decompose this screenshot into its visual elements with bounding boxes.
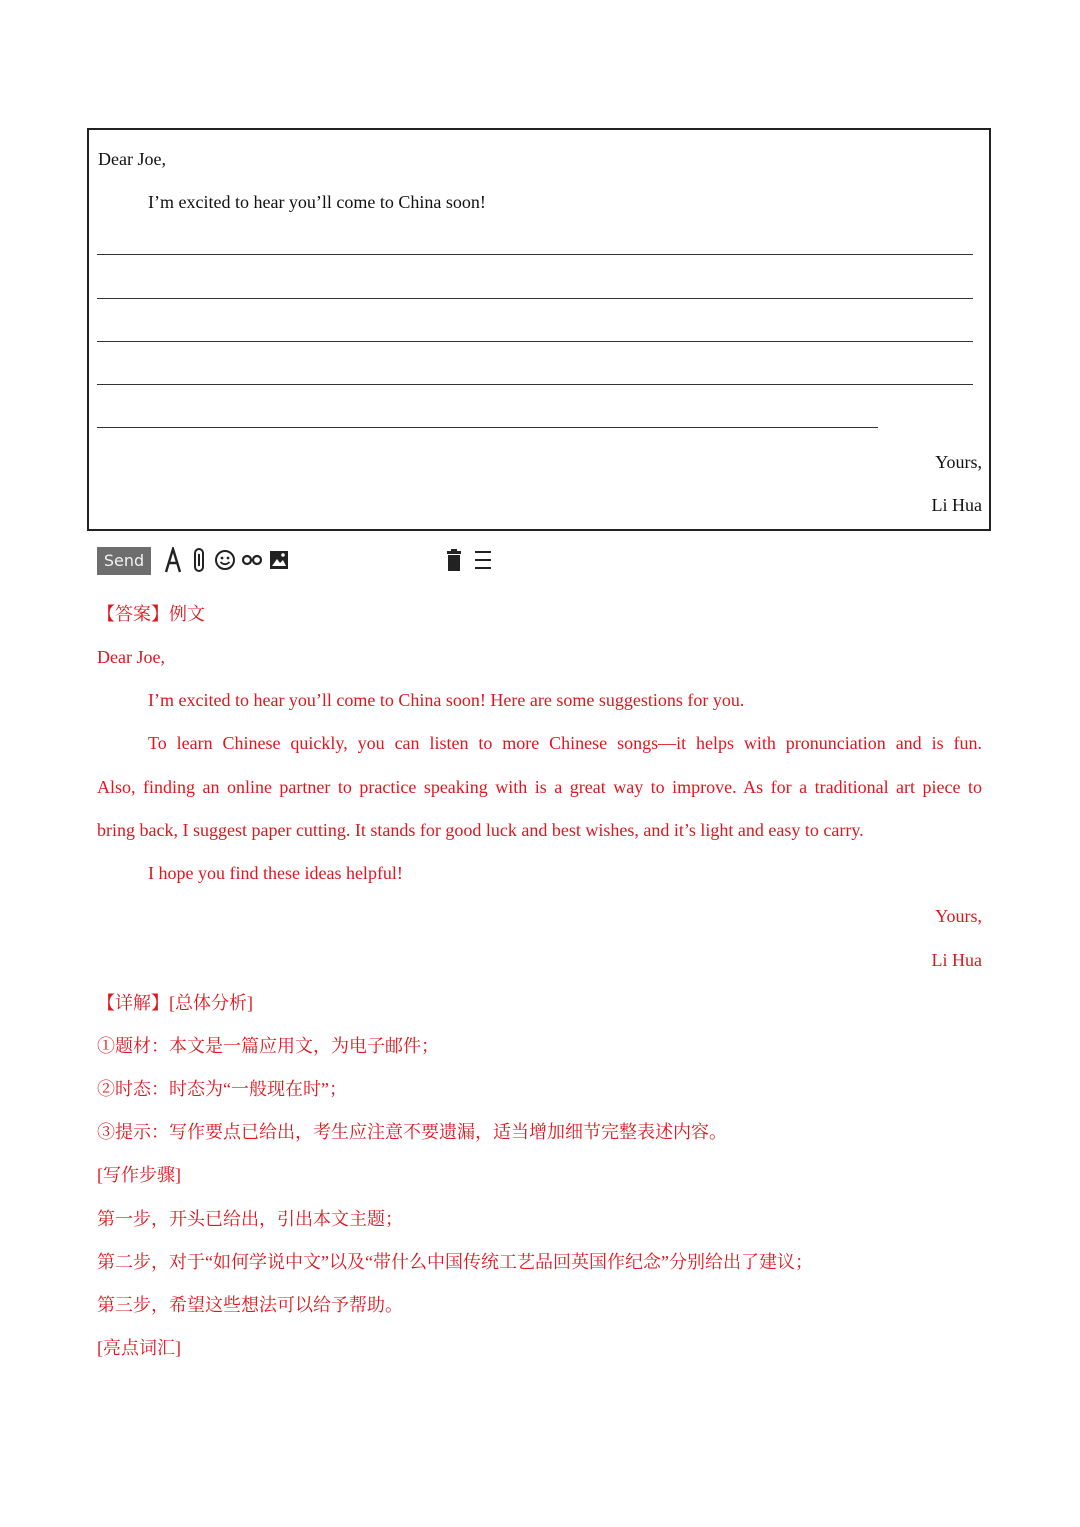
answer-heading: 【答案】例文 <box>97 604 205 624</box>
answer-signature: Li Hua <box>931 950 982 970</box>
letter-signature: Li Hua <box>931 495 982 515</box>
writing-line[interactable] <box>97 341 973 342</box>
steps-heading: [写作步骤] <box>97 1165 181 1185</box>
image-icon[interactable] <box>268 545 290 575</box>
writing-line[interactable] <box>97 298 973 299</box>
answer-salutation: Dear Joe, <box>97 647 165 667</box>
answer-paragraph-2-line-2: Also, finding an online partner to practice speaking with is a great way to improve. As for a traditional art piece to <box>97 777 982 797</box>
letter-closing: Yours, <box>935 452 982 472</box>
link-icon[interactable] <box>241 545 263 575</box>
font-icon[interactable] <box>163 545 183 575</box>
emoji-icon[interactable] <box>214 545 236 575</box>
step-3: 第三步，希望这些想法可以给予帮助。 <box>97 1295 403 1315</box>
step-1: 第一步，开头已给出，引出本文主题； <box>97 1209 403 1229</box>
answer-paragraph-2-line-3: bring back, I suggest paper cutting. It stands for good luck and best wishes, and it’s light and easy to carry. <box>97 820 864 840</box>
answer-paragraph-3: I hope you find these ideas helpful! <box>148 863 403 883</box>
writing-line[interactable] <box>97 254 973 255</box>
analysis-item-2: ②时态：时态为“一般现在时”； <box>97 1079 347 1099</box>
analysis-item-1: ①题材：本文是一篇应用文，为电子邮件； <box>97 1036 439 1056</box>
writing-line[interactable] <box>97 384 973 385</box>
letter-opening: I’m excited to hear you’ll come to China soon! <box>148 192 486 212</box>
writing-line[interactable] <box>97 427 878 428</box>
vocab-heading: [亮点词汇] <box>97 1338 181 1358</box>
answer-closing: Yours, <box>935 906 982 926</box>
analysis-item-3: ③提示：写作要点已给出，考生应注意不要遗漏，适当增加细节完整表述内容。 <box>97 1122 727 1142</box>
analysis-heading: 【详解】[总体分析] <box>97 993 253 1013</box>
answer-paragraph-1: I’m excited to hear you’ll come to China soon! Here are some suggestions for you. <box>148 690 745 710</box>
email-toolbar <box>97 545 517 577</box>
answer-paragraph-2-line-1: To learn Chinese quickly, you can listen to more Chinese songs—it helps with pronunciation and is fun. <box>148 733 982 753</box>
trash-icon[interactable] <box>445 545 463 575</box>
letter-salutation: Dear Joe, <box>98 149 166 169</box>
step-2: 第二步，对于“如何学说中文”以及“带什么中国传统工艺品回英国作纪念”分别给出了建议； <box>97 1252 813 1272</box>
menu-icon[interactable] <box>473 545 493 575</box>
attachment-icon[interactable] <box>191 545 207 575</box>
letter-template-box <box>87 128 991 531</box>
send-button[interactable]: Send <box>97 547 151 575</box>
